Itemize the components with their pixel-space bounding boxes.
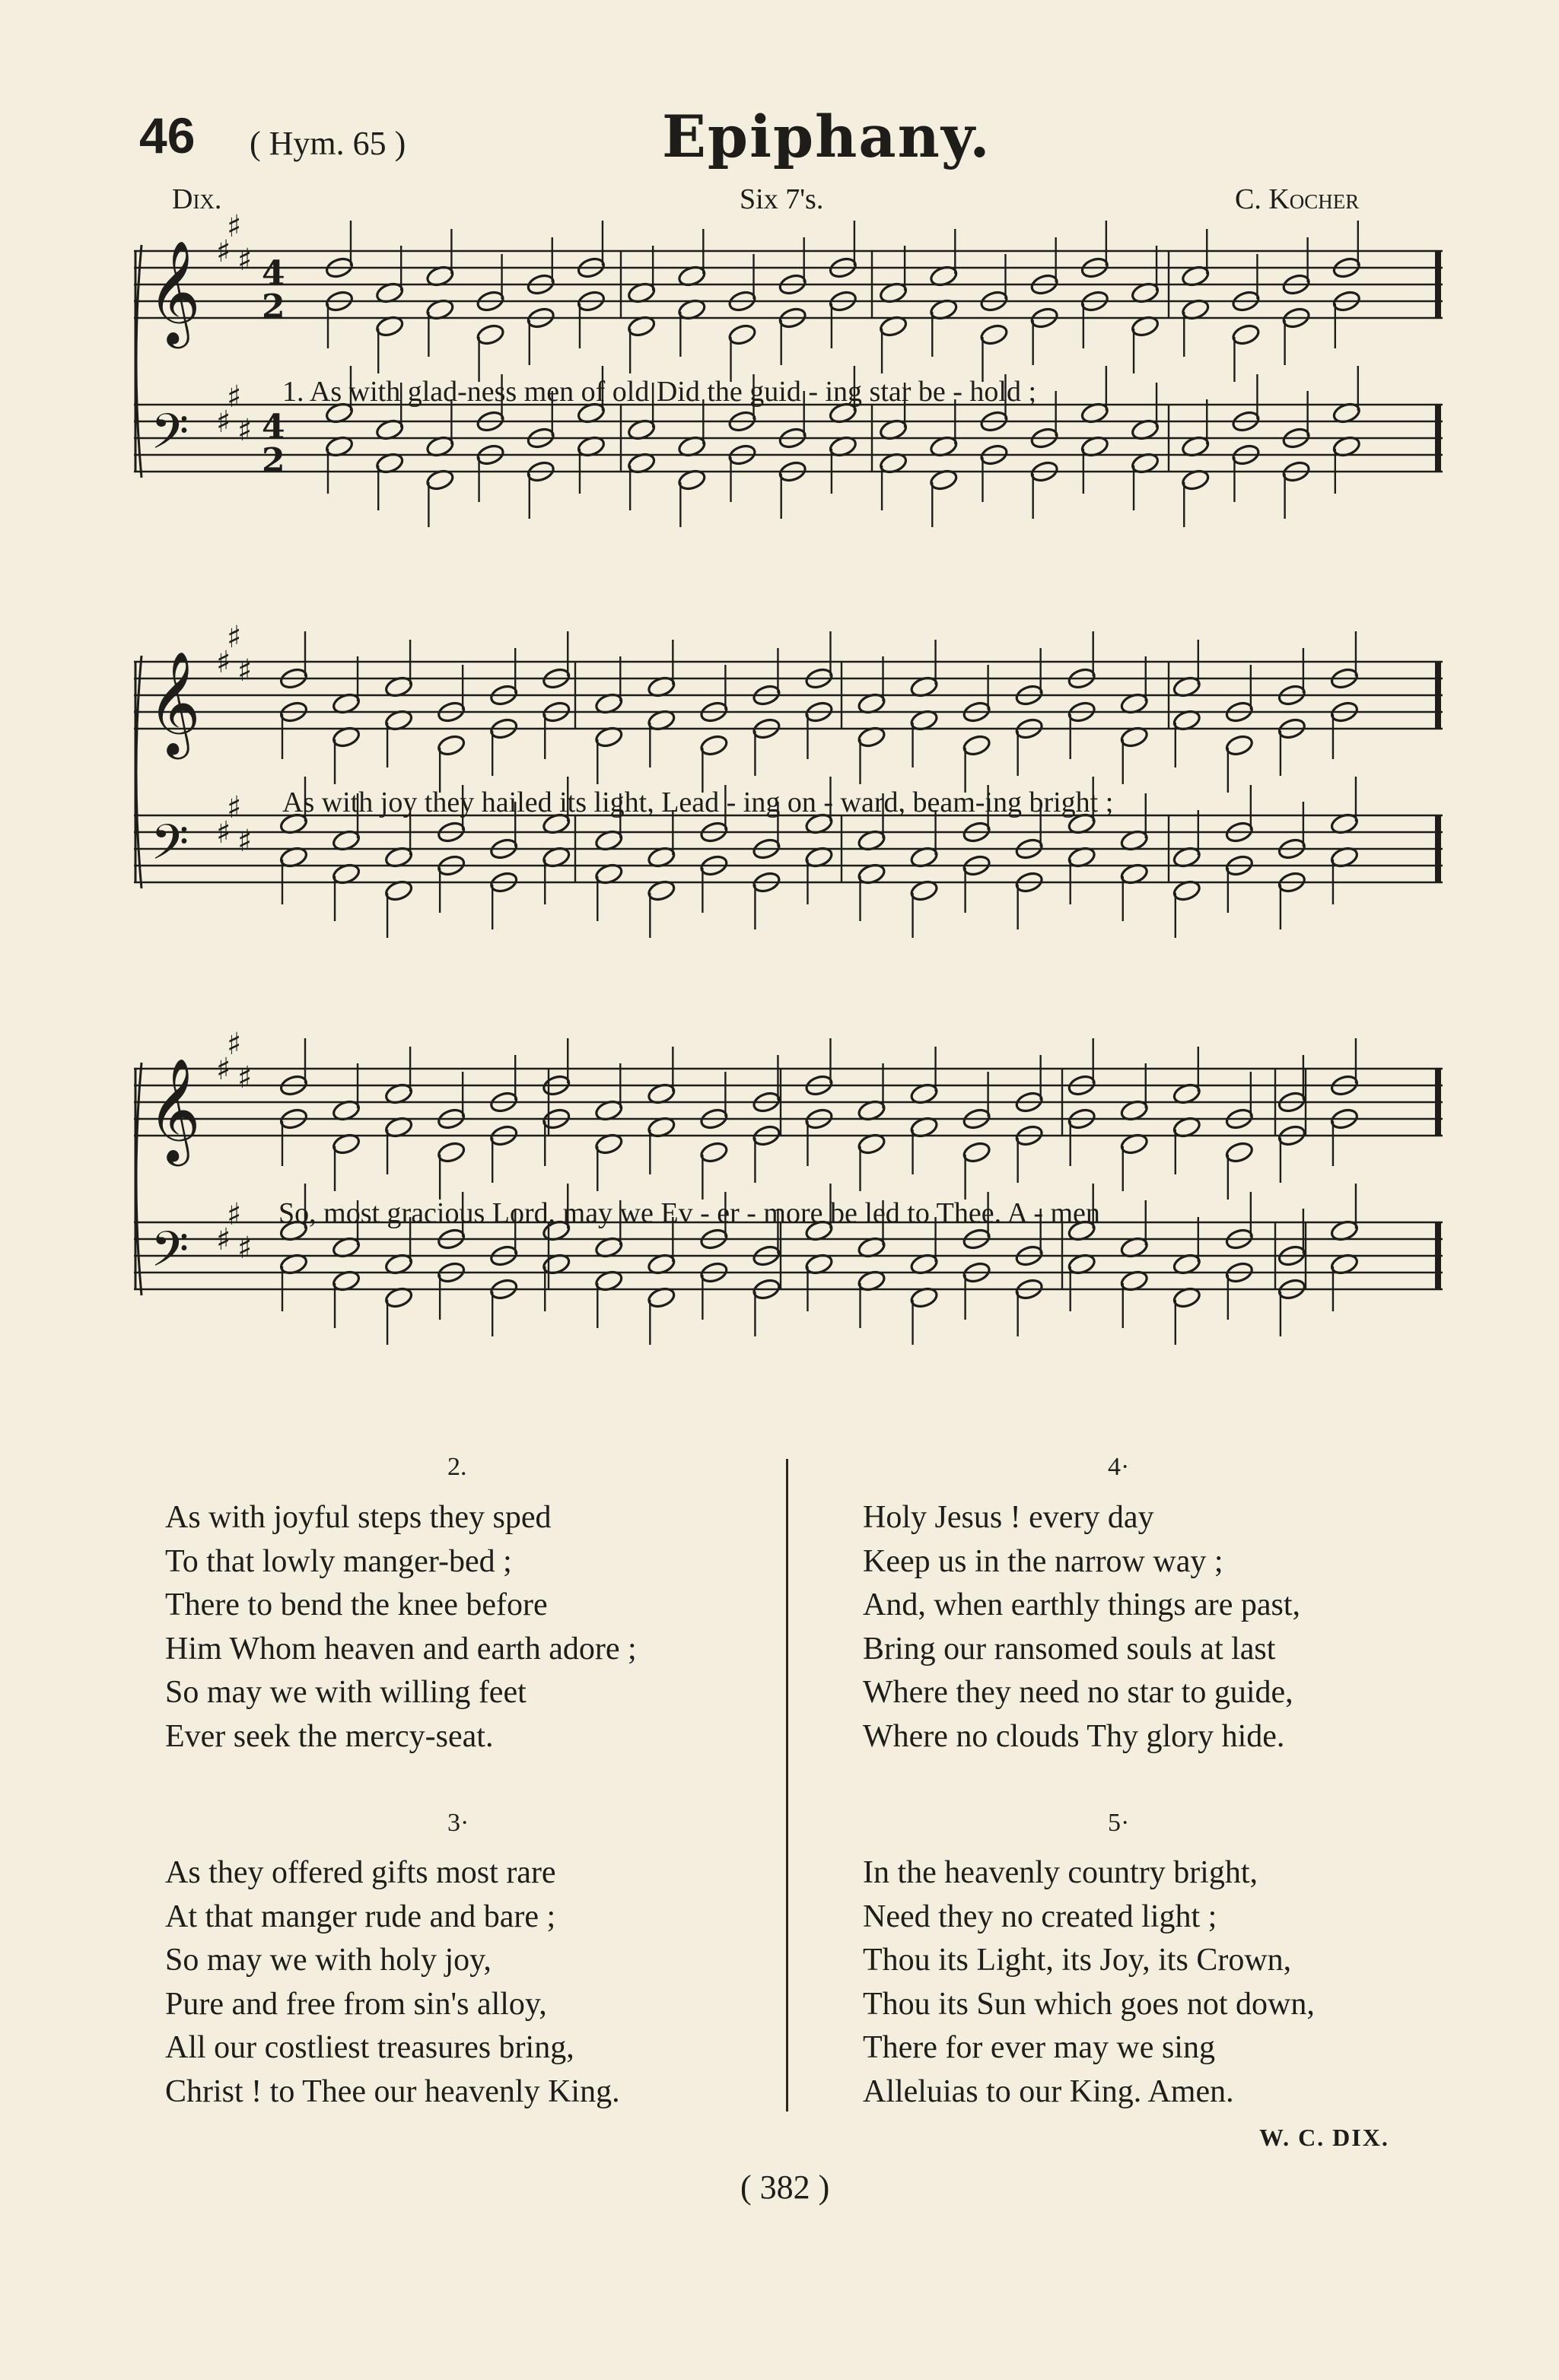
sharp-icon: ♯: [227, 1197, 242, 1232]
verse-line: So may we with willing feet: [165, 1675, 527, 1710]
note-head: [1119, 1063, 1149, 1123]
note-head: [489, 870, 519, 929]
note-head: [425, 229, 455, 288]
note-head: [1080, 434, 1109, 494]
sharp-icon: ♯: [216, 645, 231, 680]
note-head: [1172, 1047, 1201, 1106]
verse-line: To that lowly manger-bed ;: [165, 1543, 512, 1579]
verse-line: As they offered gifts most rare: [165, 1855, 556, 1890]
sharp-icon: ♯: [227, 380, 242, 415]
note-head: [542, 1252, 571, 1311]
sharp-icon: ♯: [216, 405, 231, 440]
verse-line: Keep us in the narrow way ;: [863, 1543, 1223, 1579]
music-system-2: [134, 620, 1447, 958]
verse-line: Where they need no star to guide,: [863, 1675, 1293, 1710]
note-head: [752, 870, 781, 929]
note-head: [929, 297, 959, 357]
note-head: [857, 862, 886, 921]
sharp-icon: ♯: [237, 653, 253, 688]
treble-clef-icon: 𝄞: [148, 239, 201, 344]
bass-clef-icon: 𝄢: [151, 1222, 189, 1290]
note-head: [1130, 383, 1160, 442]
note-head: [1119, 1200, 1149, 1260]
treble-clef-icon: 𝄞: [148, 650, 201, 755]
note-head: [1119, 656, 1149, 716]
note-head: [879, 246, 908, 305]
note-head: [909, 640, 939, 699]
note-head: [647, 1285, 676, 1345]
sharp-icon: ♯: [237, 243, 253, 278]
note-head: [1277, 1123, 1306, 1183]
verse-line: Where no clouds Thy glory hide.: [863, 1718, 1285, 1754]
verse-line: Need they no created light ;: [863, 1899, 1217, 1934]
note-head: [1029, 459, 1059, 519]
note-head: [929, 468, 959, 527]
note-head: [879, 314, 908, 373]
verse-line: Pure and free from sin's alloy,: [165, 1986, 547, 2022]
note-head: [1181, 468, 1211, 527]
note-head: [1172, 1285, 1201, 1345]
hymn-number: 46: [139, 107, 196, 164]
tune-name: Dix.: [172, 183, 222, 215]
note-head: [962, 1140, 991, 1200]
verse-2: [165, 1496, 637, 1759]
note-head: [324, 434, 354, 494]
sharp-icon: ♯: [227, 209, 242, 244]
sharp-icon: ♯: [237, 824, 253, 859]
note-head: [1172, 640, 1201, 699]
note-head: [962, 733, 991, 793]
verse-line: Thou its Sun which goes not down,: [863, 1986, 1315, 2022]
note-head: [1277, 717, 1306, 776]
note-head: [1181, 399, 1211, 459]
time-signature: 2: [262, 441, 285, 480]
note-head: [1119, 793, 1149, 853]
sharp-icon: ♯: [216, 1222, 231, 1257]
note-head: [929, 229, 959, 288]
time-signature: 4: [262, 254, 285, 293]
note-head: [1332, 366, 1361, 425]
note-head: [542, 845, 571, 904]
note-head: [331, 1269, 361, 1328]
note-head: [1281, 459, 1311, 519]
verse-line: Him Whom heaven and earth adore ;: [165, 1631, 637, 1667]
time-signature: 4: [262, 408, 285, 446]
verse-line: Ever seek the mercy-seat.: [165, 1718, 494, 1754]
verse-line: All our costliest treasures bring,: [165, 2030, 574, 2065]
note-head: [331, 1063, 361, 1123]
note-head: [909, 1285, 939, 1345]
note-head: [778, 306, 807, 365]
author-credit: W. C. DIX.: [1259, 2124, 1389, 2151]
note-head: [384, 1115, 414, 1174]
note-head: [594, 725, 624, 784]
note-head: [752, 1123, 781, 1183]
note-head: [778, 459, 807, 519]
note-head: [1329, 777, 1359, 836]
verse-line: So may we with holy joy,: [165, 1943, 492, 1978]
note-head: [1067, 845, 1096, 904]
note-head: [1329, 1184, 1359, 1243]
note-head: [1172, 879, 1201, 938]
page-title: Epiphany.: [662, 103, 991, 170]
verse-4: [863, 1496, 1300, 1759]
sharp-icon: ♯: [237, 1231, 253, 1266]
verse-number-5: 5·: [1108, 1809, 1130, 1837]
note-head: [1224, 1140, 1254, 1200]
note-head: [1181, 229, 1211, 288]
final-bar: [1435, 815, 1441, 882]
note-head: [375, 451, 405, 510]
note-head: [647, 879, 676, 938]
column-divider: [786, 1459, 788, 2111]
lyric-line-3: So, most gracious Lord, may we Ev - er - more be led to Thee. A - men: [278, 1197, 1100, 1229]
note-head: [594, 656, 624, 716]
note-head: [594, 1269, 624, 1328]
note-head: [384, 708, 414, 767]
note-head: [647, 1115, 676, 1174]
note-head: [1119, 862, 1149, 921]
sharp-icon: ♯: [227, 620, 242, 655]
note-head: [1172, 708, 1201, 767]
note-head: [699, 1140, 729, 1200]
treble-clef-icon: 𝄞: [148, 1057, 201, 1161]
note-head: [384, 879, 414, 938]
note-head: [1130, 451, 1160, 510]
verse-number-2: 2.: [447, 1453, 467, 1481]
note-head: [677, 468, 707, 527]
note-head: [857, 1269, 886, 1328]
lyric-line-2: As with joy they hailed its light, Lead - ing on - ward, beam-ing bright ;: [282, 786, 1114, 818]
note-head: [476, 323, 505, 382]
sharp-icon: ♯: [237, 413, 253, 448]
note-head: [647, 1047, 676, 1106]
note-head: [1172, 1217, 1201, 1276]
note-head: [804, 845, 834, 904]
note-head: [909, 708, 939, 767]
note-head: [1014, 1277, 1044, 1336]
lyric-line-1: 1. As with glad-ness men of old Did the guid - ing star be - hold ;: [282, 376, 1037, 408]
note-head: [375, 246, 405, 305]
note-head: [375, 314, 405, 373]
sharp-icon: ♯: [237, 1060, 253, 1095]
note-head: [1119, 725, 1149, 784]
note-head: [647, 708, 676, 767]
note-head: [1224, 733, 1254, 793]
note-head: [526, 459, 555, 519]
sharp-icon: ♯: [216, 1052, 231, 1087]
note-head: [489, 1277, 519, 1336]
music-system-3: [134, 1027, 1447, 1381]
note-head: [1329, 845, 1359, 904]
note-head: [1119, 1132, 1149, 1191]
verse-line: Holy Jesus ! every day: [863, 1500, 1154, 1535]
verse-line: There for ever may we sing: [863, 2030, 1215, 2065]
note-head: [1332, 434, 1361, 494]
note-head: [526, 306, 555, 365]
note-head: [594, 1132, 624, 1191]
note-head: [594, 1063, 624, 1123]
verse-line: Bring our ransomed souls at last: [863, 1631, 1276, 1667]
note-head: [1130, 314, 1160, 373]
page-number: ( 382 ): [740, 2169, 830, 2206]
note-head: [627, 451, 657, 510]
note-head: [384, 1285, 414, 1345]
verse-5: [863, 1851, 1315, 2114]
final-bar: [1435, 662, 1441, 729]
verse-line: Christ ! to Thee our heavenly King.: [165, 2073, 620, 2109]
note-head: [1172, 810, 1201, 869]
note-head: [1172, 1115, 1201, 1174]
time-signature: 2: [262, 288, 285, 326]
note-head: [752, 1277, 781, 1336]
note-head: [425, 468, 455, 527]
sharp-icon: ♯: [227, 790, 242, 825]
note-head: [879, 451, 908, 510]
note-head: [804, 1252, 834, 1311]
verse-line: In the heavenly country bright,: [863, 1855, 1258, 1890]
note-head: [1329, 1252, 1359, 1311]
note-head: [677, 297, 707, 357]
note-head: [857, 1132, 886, 1191]
note-head: [384, 640, 414, 699]
verse-number-4: 4·: [1108, 1453, 1130, 1481]
verse-line: At that manger rude and bare ;: [165, 1899, 556, 1934]
note-head: [1014, 870, 1044, 929]
verse-line: Thou its Light, its Joy, its Crown,: [863, 1943, 1292, 1978]
bass-clef-icon: 𝄢: [151, 815, 189, 883]
verse-line: And, when earthly things are past,: [863, 1587, 1301, 1622]
note-head: [699, 733, 729, 793]
sharp-icon: ♯: [216, 234, 231, 269]
note-head: [331, 725, 361, 784]
note-head: [1029, 306, 1059, 365]
hymn-reference: ( Hym. 65 ): [250, 125, 406, 162]
note-head: [909, 879, 939, 938]
verse-number-3: 3·: [447, 1809, 469, 1837]
note-head: [979, 323, 1009, 382]
composer: C. Kocher: [1235, 183, 1360, 215]
note-head: [425, 297, 455, 357]
note-head: [909, 1047, 939, 1106]
note-head: [278, 845, 308, 904]
note-head: [752, 717, 781, 776]
verse-line: As with joyful steps they sped: [165, 1500, 552, 1535]
note-head: [1130, 246, 1160, 305]
note-head: [437, 1140, 466, 1200]
note-head: [1119, 1269, 1149, 1328]
note-head: [278, 1252, 308, 1311]
note-head: [1231, 323, 1261, 382]
music-system-1: [134, 209, 1447, 548]
verse-3: [165, 1851, 620, 2114]
note-head: [727, 323, 757, 382]
verse-line: Alleluias to our King. Amen.: [863, 2073, 1234, 2109]
note-head: [627, 314, 657, 373]
note-head: [1277, 870, 1306, 929]
meter: Six 7's.: [740, 183, 824, 215]
note-head: [594, 862, 624, 921]
note-head: [857, 656, 886, 716]
note-head: [1277, 1277, 1306, 1336]
note-head: [489, 1123, 519, 1183]
final-bar: [1435, 1222, 1441, 1289]
note-head: [437, 733, 466, 793]
note-head: [828, 434, 857, 494]
note-head: [857, 1063, 886, 1123]
note-head: [857, 725, 886, 784]
sharp-icon: ♯: [227, 1027, 242, 1062]
note-head: [1014, 1123, 1044, 1183]
final-bar: [1435, 405, 1441, 472]
note-head: [331, 656, 361, 716]
sharp-icon: ♯: [216, 815, 231, 850]
note-head: [909, 1115, 939, 1174]
note-head: [627, 246, 657, 305]
verse-line: There to bend the knee before: [165, 1587, 548, 1622]
note-head: [489, 717, 519, 776]
note-head: [576, 434, 606, 494]
note-head: [1014, 717, 1044, 776]
note-head: [1080, 366, 1109, 425]
note-head: [331, 1132, 361, 1191]
note-head: [1281, 306, 1311, 365]
note-head: [647, 640, 676, 699]
note-head: [1181, 297, 1211, 357]
final-bar: [1435, 251, 1441, 318]
final-bar: [1435, 1069, 1441, 1136]
note-head: [384, 1047, 414, 1106]
bass-clef-icon: 𝄢: [151, 404, 189, 472]
note-head: [1067, 1252, 1096, 1311]
note-head: [331, 862, 361, 921]
note-head: [677, 229, 707, 288]
